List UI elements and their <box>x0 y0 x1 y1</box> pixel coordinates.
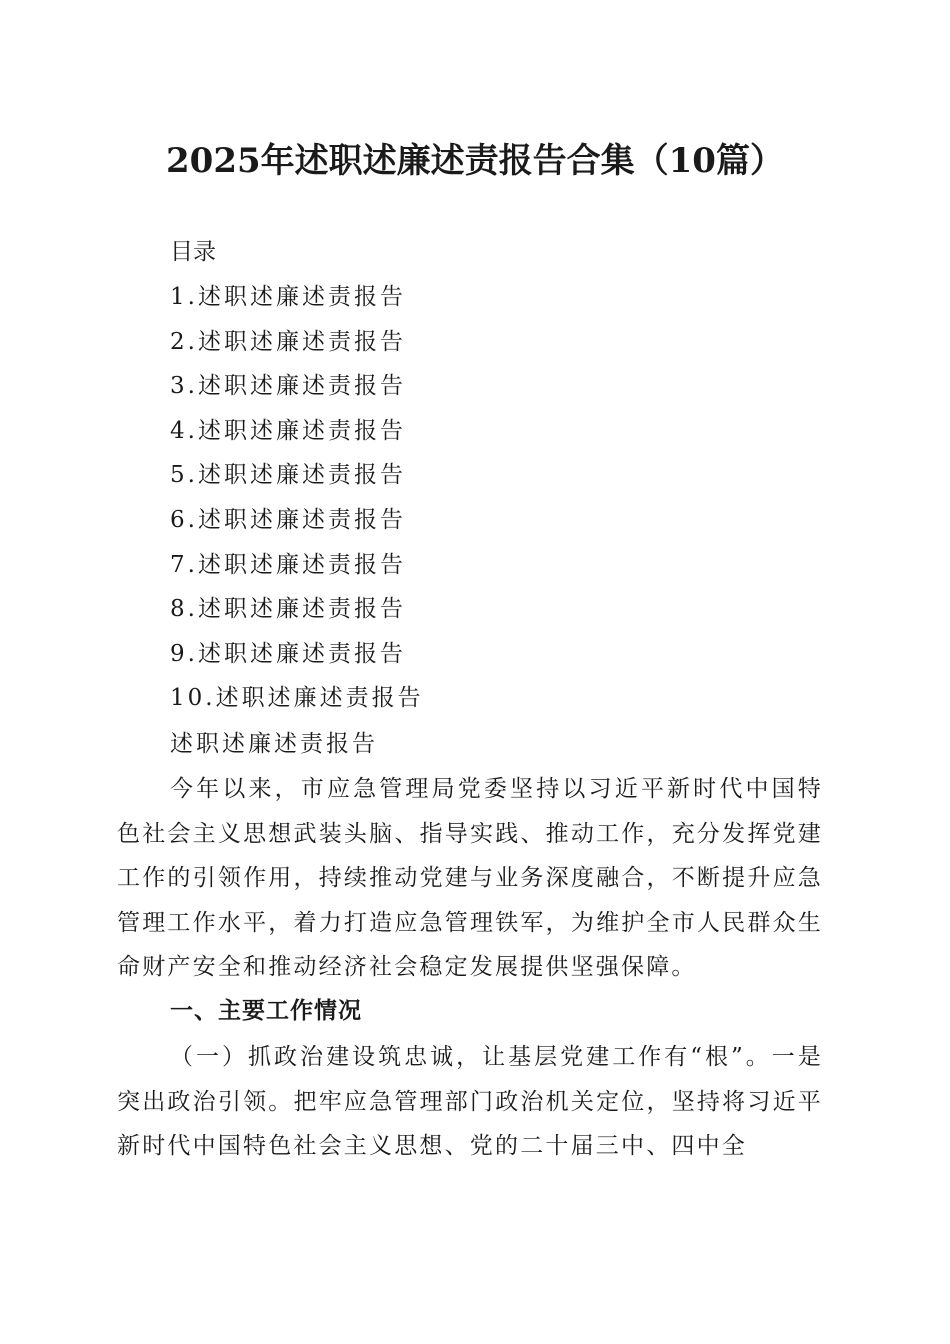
body-paragraph: （一）抓政治建设筑忠诚，让基层党建工作有“根”。一是突出政治引领。把牢应急管理部门政治机关定位，坚持将习近平新时代中国特色社会主义思想、党的二十届三中、四中全 <box>117 1044 823 1160</box>
toc-item: 3.述职述廉述责报告 <box>170 373 406 400</box>
toc-item: 2.述职述廉述责报告 <box>170 328 406 355</box>
toc-item: 9.述职述廉述责报告 <box>170 640 406 667</box>
section-heading: 一、主要工作情况 <box>170 998 362 1024</box>
toc-item: 5.述职述廉述责报告 <box>170 462 406 489</box>
table-of-contents <box>170 279 424 725</box>
report-title: 述职述廉述责报告 <box>170 731 378 757</box>
toc-heading: 目录 <box>170 239 216 265</box>
toc-item: 10.述职述廉述责报告 <box>170 685 424 712</box>
intro-paragraph: 今年以来，市应急管理局党委坚持以习近平新时代中国特色社会主义思想武装头脑、指导实践、推动工作，充分发挥党建工作的引领作用，持续推动党建与业务深度融合，不断提升应急管理工作水平，着力打造应急管理铁军，为维护全市人民群众生命财产安全和推动经济社会稳定发展提供坚强保障。 <box>117 776 823 981</box>
toc-item: 7.述职述廉述责报告 <box>170 551 406 578</box>
toc-item: 8.述职述廉述责报告 <box>170 596 406 623</box>
document-title: 2025年述职述廉述责报告合集（10篇） <box>166 141 784 181</box>
toc-item: 4.述职述廉述责报告 <box>170 417 406 444</box>
toc-item: 6.述职述廉述责报告 <box>170 506 406 533</box>
toc-item: 1.述职述廉述责报告 <box>170 284 406 310</box>
